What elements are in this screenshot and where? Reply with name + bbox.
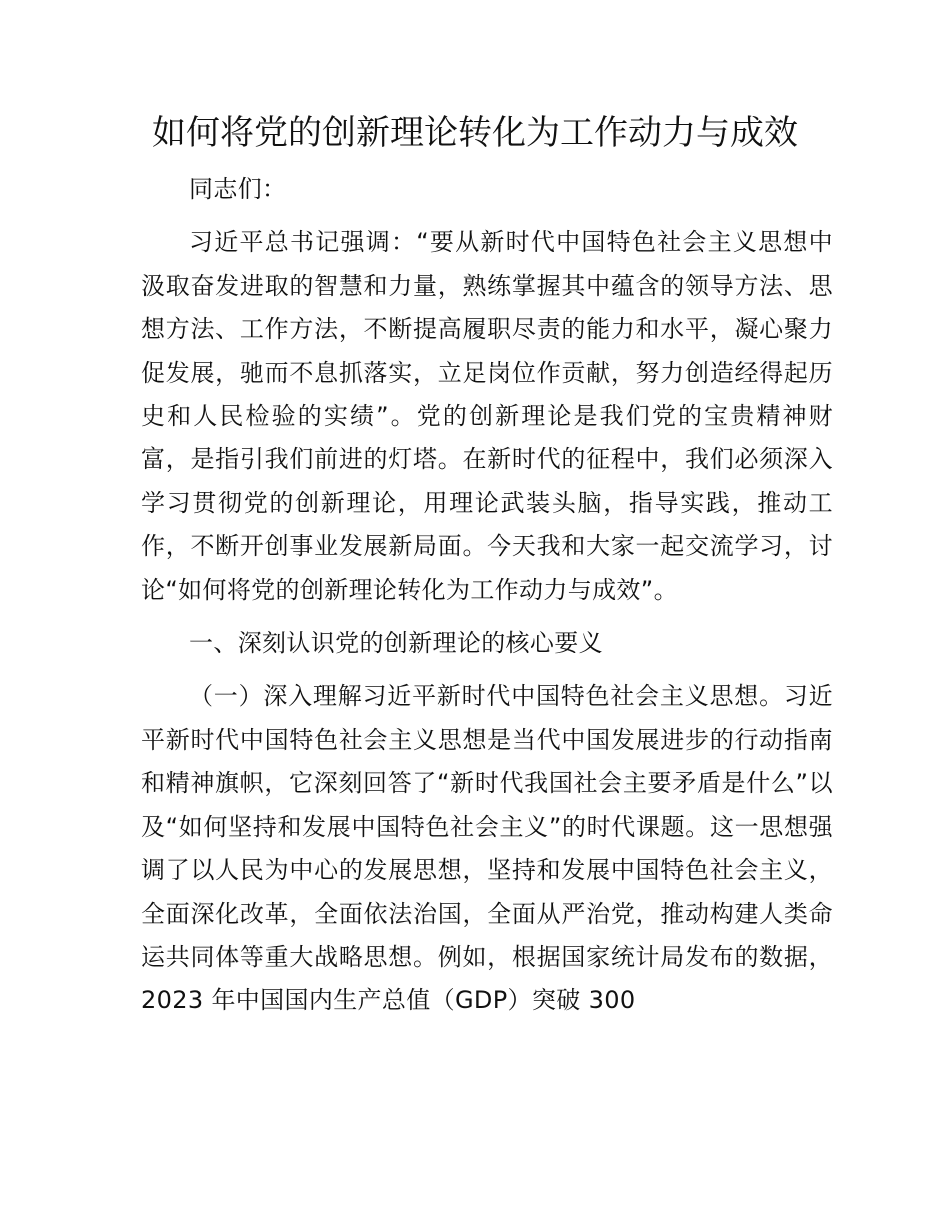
intro-paragraph: 习近平总书记强调：“要从新时代中国特色社会主义思想中汲取奋发进取的智慧和力量，熟练掌握其中蕴含的领导方法、思想方法、工作方法，不断提高履职尽责的能力和水平，凝心聚力促发展，驰而不息抓落实，立足岗位作贡献，努力创造经得起历史和人民检验的实绩”。党的创新理论是我们党的宝贵精神财富，是指引我们前进的灯塔。在新时代的征程中，我们必须深入学习贯彻党的创新理论，用理论武装头脑，指导实践，推动工作，不断开创事业发展新局面。今天我和大家一起交流学习，讨论“如何将党的创新理论转化为工作动力与成效”。 [141, 228, 833, 604]
spacer [141, 665, 833, 675]
spacer [141, 211, 833, 221]
subsection-paragraph: （一）深入理解习近平新时代中国特色社会主义思想。习近平新时代中国特色社会主义思想是当代中国发展进步的行动指南和精神旗帜，它深刻回答了“新时代我国社会主要矛盾是什么”以及“如何坚持和发展中国特色社会主义”的时代课题。这一思想强调了以人民为中心的发展思想，坚持和发展中国特色社会主义，全面深化改革，全面依法治国，全面从严治党，推动构建人类命运共同体等重大战略思想。例如，根据国家统计局发布的数据，2023 年中国国内生产总值（GDP）突破 300 [141, 682, 833, 1015]
section-heading: 一、深刻认识党的创新理论的核心要义 [189, 629, 603, 658]
greeting: 同志们： [189, 175, 287, 203]
document-title: 如何将党的创新理论转化为工作动力与成效 [152, 113, 798, 153]
spacer [141, 612, 833, 622]
document-body [141, 168, 833, 1023]
